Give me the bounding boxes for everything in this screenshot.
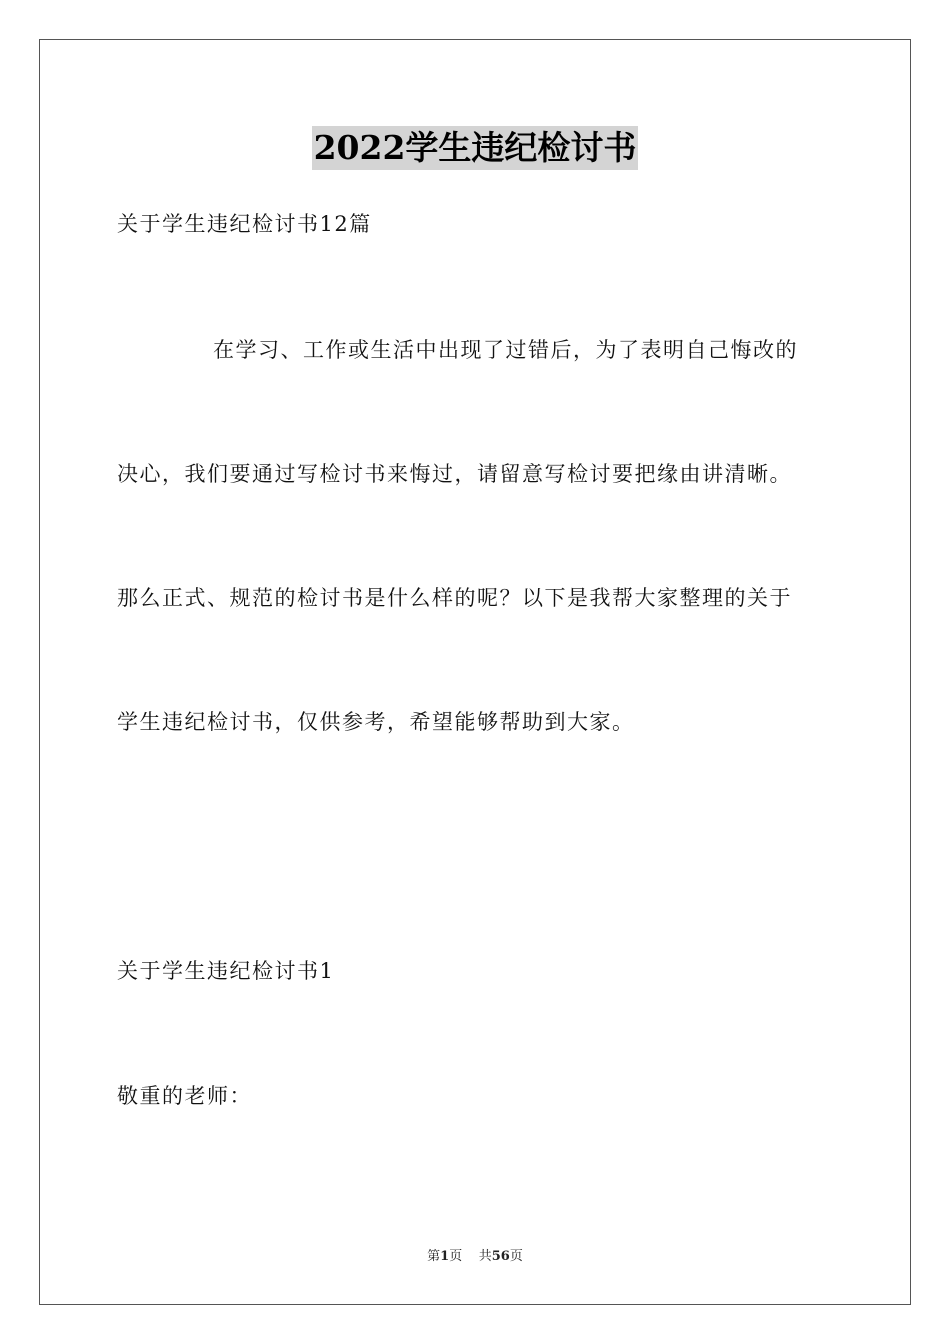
salutation: 敬重的老师： bbox=[117, 1084, 252, 1108]
total-prefix: 共 bbox=[478, 1249, 492, 1264]
total-suffix: 页 bbox=[509, 1249, 523, 1264]
page-footer bbox=[0, 1248, 950, 1266]
page-suffix: 页 bbox=[449, 1249, 463, 1264]
page-prefix: 第 bbox=[427, 1249, 441, 1264]
document-title: 2022学生违纪检讨书 bbox=[312, 126, 639, 170]
paragraph-line: 学生违纪检讨书，仅供参考，希望能够帮助到大家。 bbox=[117, 710, 635, 734]
title-container bbox=[0, 126, 950, 170]
total-pages: 56 bbox=[491, 1249, 510, 1264]
paragraph-line: 决心，我们要通过写检讨书来悔过，请留意写检讨要把缘由讲清晰。 bbox=[117, 462, 792, 486]
paragraph-line: 那么正式、规范的检讨书是什么样的呢？以下是我帮大家整理的关于 bbox=[117, 586, 792, 610]
document-subtitle: 关于学生违纪检讨书12篇 bbox=[117, 212, 372, 236]
paragraph-line: 在学习、工作或生活中出现了过错后，为了表明自己悔改的 bbox=[213, 338, 798, 362]
page-number: 1 bbox=[440, 1249, 450, 1264]
section-heading: 关于学生违纪检讨书1 bbox=[117, 959, 335, 983]
